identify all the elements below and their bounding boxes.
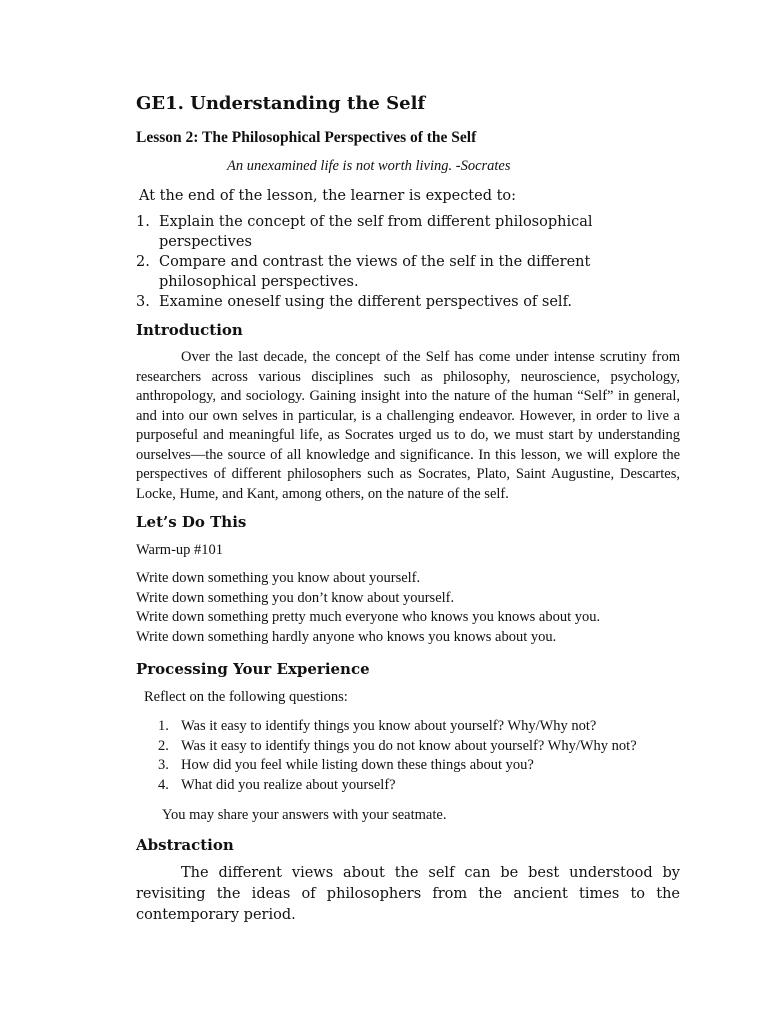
objective-item	[136, 252, 680, 292]
objective-item	[136, 292, 680, 312]
objective-text: Explain the concept of the self from different philosophical perspectives	[159, 214, 593, 250]
warmup-prompt: Write down something you know about yourself.	[136, 570, 421, 586]
course-title: GE1. Understanding the Self	[136, 93, 426, 114]
socrates-quote: An unexamined life is not worth living. -Socrates	[227, 158, 511, 174]
share-note: You may share your answers with your seatmate.	[162, 807, 447, 823]
abstraction-heading: Abstraction	[136, 836, 234, 854]
objectives-list	[136, 212, 680, 312]
question-number: 2.	[158, 737, 169, 754]
question-text: How did you feel while listing down these things about you?	[181, 757, 534, 773]
objectives-intro: At the end of the lesson, the learner is expected to:	[139, 188, 517, 204]
objective-number: 1.	[136, 214, 150, 230]
warmup-prompt: Write down something you don’t know about yourself.	[136, 589, 455, 606]
objective-number: 3.	[136, 294, 150, 310]
reflect-intro: Reflect on the following questions:	[144, 689, 348, 705]
abstraction-paragraph: The different views about the self can be best understood by revisiting the ideas of philosophers from the ancient times to the contemporary period.	[136, 865, 680, 923]
processing-heading: Processing Your Experience	[136, 660, 370, 678]
warmup-label: Warm-up #101	[136, 542, 224, 558]
question-text: What did you realize about yourself?	[181, 776, 396, 793]
question-number: 1.	[158, 718, 169, 734]
question-item	[136, 756, 680, 776]
question-item	[136, 776, 680, 796]
document-page	[136, 92, 680, 926]
lesson-title: Lesson 2: The Philosophical Perspectives of the Self	[136, 129, 477, 146]
objective-number: 2.	[136, 254, 150, 270]
warmup-prompt: Write down something hardly anyone who knows you knows about you.	[136, 628, 557, 645]
question-item	[136, 737, 680, 757]
question-text: Was it easy to identify things you know about yourself? Why/Why not?	[181, 718, 597, 734]
introduction-heading: Introduction	[136, 321, 243, 339]
question-text: Was it easy to identify things you do not know about yourself? Why/Why not?	[181, 737, 637, 754]
warmup-prompts	[136, 569, 680, 647]
question-number: 4.	[158, 776, 169, 793]
introduction-paragraph: Over the last decade, the concept of the Self has come under intense scrutiny from researchers across various disciplines such as philosophy, neuroscience, psychology, anthropology, and sociology. Gaining insight into the nature of the human “Self” in general, and into our own selves in particular, is a challenging endeavor. However, in order to live a purposeful and meaningful life, as Socrates urged us to do, we must start by understanding ourselves—the source of all knowledge and significance. In this lesson, we will explore the perspectives of different philosophers such as Socrates, Plato, Saint Augustine, Descartes, Locke, Hume, and Kant, among others, on the nature of the self.	[136, 349, 680, 502]
lets-do-this-heading: Let’s Do This	[136, 513, 247, 531]
warmup-prompt: Write down something pretty much everyone who knows you knows about you.	[136, 609, 601, 625]
objective-text: Examine oneself using the different perspectives of self.	[159, 294, 573, 310]
objective-item	[136, 212, 680, 252]
question-item	[136, 717, 680, 737]
reflection-questions	[136, 717, 680, 795]
question-number: 3.	[158, 757, 169, 773]
objective-text: Compare and contrast the views of the self in the different philosophical perspectives.	[159, 254, 591, 290]
